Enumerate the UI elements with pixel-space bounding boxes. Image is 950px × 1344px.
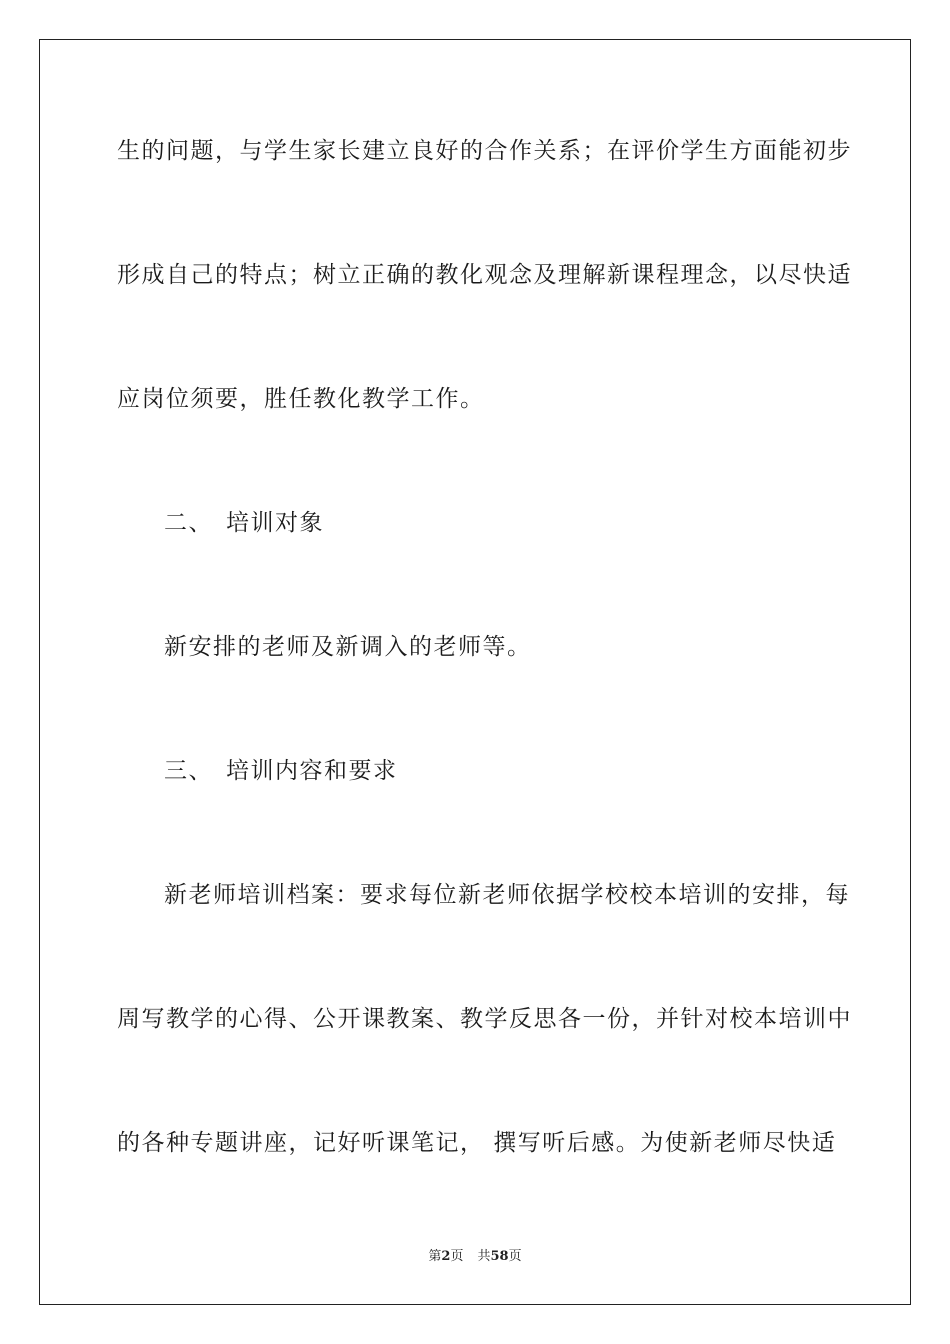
body-text-line: 的各种专题讲座，记好听课笔记， 撰写听后感。为使新老师尽快适 xyxy=(117,1130,837,1156)
page-current: 2 xyxy=(441,1249,451,1264)
section-number: 二、 xyxy=(164,510,213,536)
page-footer xyxy=(0,1248,950,1266)
body-text-line: 应岗位须要，胜任教化教学工作。 xyxy=(117,386,485,412)
page-suffix: 页 xyxy=(450,1249,464,1264)
body-text-line: 形成自己的特点；树立正确的教化观念及理解新课程理念，以尽快适 xyxy=(117,262,852,288)
page-total: 58 xyxy=(490,1249,509,1264)
page-prefix: 第 xyxy=(428,1249,442,1264)
body-text-line: 生的问题，与学生家长建立良好的合作关系；在评价学生方面能初步 xyxy=(117,138,852,164)
total-suffix: 页 xyxy=(508,1249,522,1264)
section-heading-2 xyxy=(164,508,324,538)
section-title: 培训内容和要求 xyxy=(226,758,398,784)
body-text-line: 新安排的老师及新调入的老师等。 xyxy=(164,634,532,660)
page-border xyxy=(39,39,911,1305)
section-number: 三、 xyxy=(164,758,213,784)
body-text-line: 周写教学的心得、公开课教案、教学反思各一份，并针对校本培训中 xyxy=(117,1006,852,1032)
section-title: 培训对象 xyxy=(226,510,324,536)
total-prefix: 共 xyxy=(477,1249,491,1264)
section-heading-3 xyxy=(164,756,398,786)
body-text-line: 新老师培训档案：要求每位新老师依据学校校本培训的安排，每 xyxy=(164,882,850,908)
